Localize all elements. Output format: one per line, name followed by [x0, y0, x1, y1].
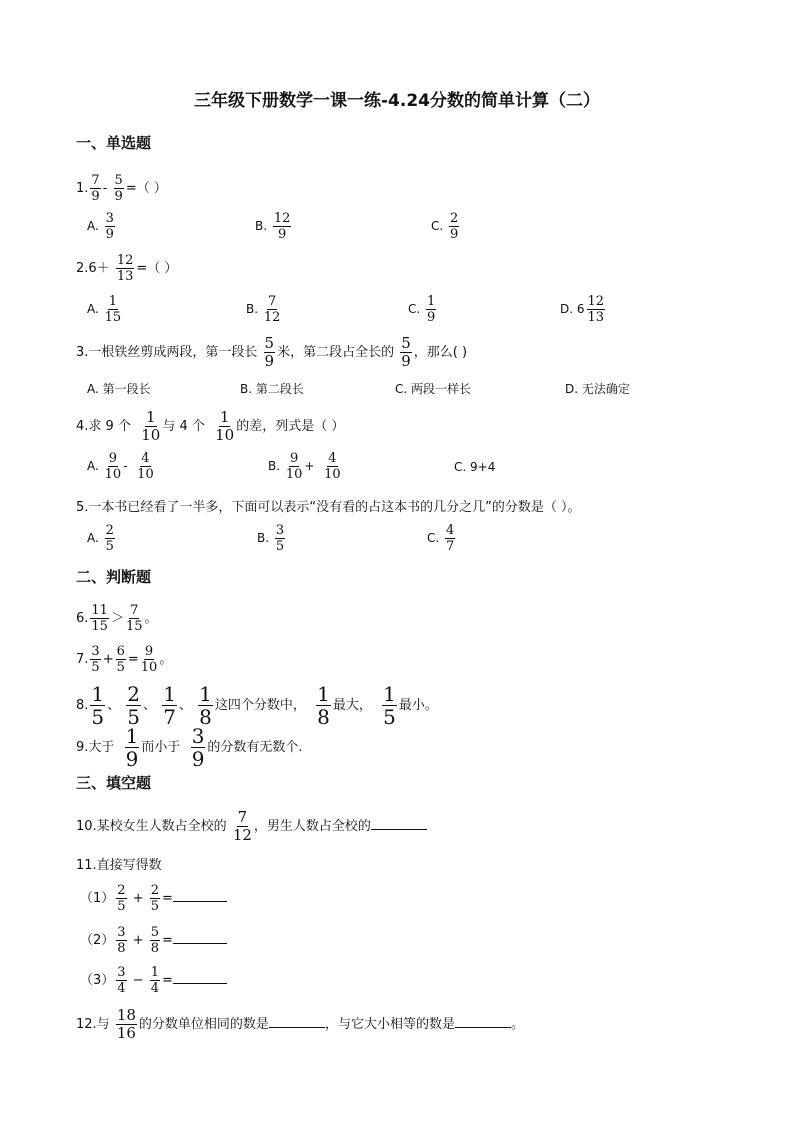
option-a[interactable]: A. $\frac{2}{5}$ — [87, 523, 114, 554]
fraction: $\frac{2}{9}$ — [450, 211, 459, 242]
question-4: 4.求 9 个 $\frac{1}{10}$ 与 4 个 $\frac{1}{10}$ 的差，列式是（ ） — [76, 408, 345, 444]
option-c[interactable]: C. 两段一样长 — [395, 382, 472, 396]
fraction: $\frac{3}{9}$ — [191, 724, 205, 771]
answer-blank[interactable] — [371, 817, 427, 830]
fraction: $\frac{1}{10}$ — [215, 408, 235, 444]
fraction: $\frac{1}{8}$ — [199, 682, 212, 729]
fraction: $\frac{1}{10}$ — [141, 408, 161, 444]
section-heading-fill-blank: 三、填空题 — [76, 774, 152, 792]
fraction: $\frac{1}{7}$ — [163, 682, 176, 729]
option-b[interactable]: B. $\frac{3}{5}$ — [257, 523, 285, 554]
fraction: $\frac{7}{12}$ — [263, 294, 281, 325]
fraction: $\frac{18}{16}$ — [116, 1006, 136, 1042]
question-11-part-3: （3） $\frac{3}{4}$ − $\frac{1}{4}$ = — [80, 966, 227, 995]
option-b[interactable]: B. 第二段长 — [240, 382, 304, 396]
fraction: $\frac{12}{13}$ — [116, 253, 134, 284]
answer-blank[interactable] — [269, 1015, 325, 1028]
question-5: 5.一本书已经看了一半多，下面可以表示“没有看的占这本书的几分之几”的分数是（ ）。 — [76, 500, 581, 515]
question-9: 9.大于 $\frac{1}{9}$ 而小于 $\frac{3}{9}$ 的分数有无数个. — [76, 724, 303, 771]
answer-blank[interactable] — [173, 931, 227, 944]
fraction: $\frac{5}{9}$ — [401, 334, 411, 370]
fraction: $\frac{6}{5}$ — [116, 644, 125, 675]
option-c[interactable]: C. 9+4 — [454, 460, 496, 474]
fraction: $\frac{2}{5}$ — [127, 682, 141, 729]
question-10: 10.某校女生人数占全校的 $\frac{7}{12}$ ，男生人数占全校的 — [76, 810, 427, 843]
option-a[interactable]: A. $\frac{1}{15}$ — [87, 294, 122, 325]
answer-blank[interactable] — [455, 1015, 511, 1028]
option-d[interactable]: D. 无法确定 — [565, 382, 630, 396]
option-c[interactable]: C. $\frac{4}{7}$ — [427, 523, 455, 554]
fraction: $\frac{4}{10}$ — [324, 451, 341, 482]
fraction: $\frac{1}{9}$ — [125, 724, 139, 771]
fraction: $\frac{1}{9}$ — [427, 294, 436, 325]
answer-blank[interactable] — [173, 889, 227, 902]
fraction: $\frac{12}{9}$ — [273, 211, 291, 242]
fraction: $\frac{3}{5}$ — [91, 644, 100, 675]
fraction: $\frac{2}{5}$ — [105, 523, 114, 554]
fraction: $\frac{1}{8}$ — [317, 682, 330, 729]
option-a[interactable]: A. $\frac{9}{10}$ - $\frac{4}{10}$ — [87, 451, 154, 482]
option-c[interactable]: C. $\frac{2}{9}$ — [431, 211, 459, 242]
option-a[interactable]: A. 第一段长 — [87, 382, 151, 396]
question-11-part-1: （1） $\frac{2}{5}$ + $\frac{2}{5}$ = — [80, 884, 227, 913]
fraction: $\frac{3}{9}$ — [105, 211, 114, 242]
fraction: $\frac{9}{10}$ — [104, 451, 122, 482]
section-heading-true-false: 二、判断题 — [76, 568, 152, 586]
fraction: $\frac{3}{5}$ — [275, 523, 285, 554]
option-b[interactable]: B. $\frac{12}{9}$ — [255, 211, 291, 242]
option-d[interactable]: D. 6 $\frac{12}{13}$ — [560, 294, 605, 325]
fraction: $\frac{1}{15}$ — [104, 294, 122, 325]
option-a[interactable]: A. $\frac{3}{9}$ — [87, 211, 114, 242]
question-11-part-2: （2） $\frac{3}{8}$ + $\frac{5}{8}$ = — [80, 926, 227, 955]
fraction: $\frac{1}{5}$ — [91, 682, 105, 729]
fraction: $\frac{1}{4}$ — [150, 965, 160, 996]
fraction: $\frac{12}{13}$ — [587, 294, 605, 325]
fraction: $\frac{5}{9}$ — [264, 334, 275, 370]
fraction: $\frac{7}{15}$ — [125, 603, 143, 634]
question-12: 12.与 $\frac{18}{16}$ 的分数单位相同的数是 ，与它大小相等的数是 。 — [76, 1006, 524, 1042]
question-6: 6. $\frac{11}{15}$ ＞ $\frac{7}{15}$ 。 — [76, 603, 158, 634]
option-b[interactable]: B. $\frac{9}{10}$ + $\frac{4}{10}$ — [268, 451, 341, 482]
fraction: $\frac{9}{10}$ — [285, 451, 303, 482]
fraction: $\frac{4}{7}$ — [446, 523, 455, 554]
page-title: 三年级下册数学一课一练-4.24分数的简单计算（二） — [194, 91, 600, 111]
fraction: $\frac{3}{8}$ — [117, 925, 126, 956]
fraction: $\frac{3}{4}$ — [117, 965, 126, 996]
fraction: $\frac{11}{15}$ — [91, 603, 108, 634]
question-1: 1. $\frac{7}{9}$ - $\frac{5}{9}$ =（ ） — [76, 173, 167, 204]
answer-blank[interactable] — [173, 971, 227, 984]
option-c[interactable]: C. $\frac{1}{9}$ — [408, 294, 436, 325]
question-2: 2.6＋ $\frac{12}{13}$ =（ ） — [76, 253, 178, 284]
fraction: $\frac{4}{10}$ — [137, 451, 154, 482]
option-b[interactable]: B. $\frac{7}{12}$ — [246, 294, 281, 325]
fraction: $\frac{7}{9}$ — [91, 173, 100, 204]
fraction: $\frac{9}{10}$ — [140, 644, 158, 675]
fraction: $\frac{7}{12}$ — [232, 808, 252, 844]
fraction: $\frac{1}{5}$ — [383, 682, 396, 729]
fraction: $\frac{2}{5}$ — [150, 883, 160, 914]
question-11: 11.直接写得数 — [76, 858, 162, 873]
question-8: 8. $\frac{1}{5}$ 、 $\frac{2}{5}$ 、 $\frac{1}{7}$ 、 $\frac{1}{8}$ 这四个分数中， $\frac{1}{8}$ 最大， $\frac{1}{5}$ 最小。 — [76, 682, 438, 729]
question-7: 7. $\frac{3}{5}$ + $\frac{6}{5}$ = $\frac{9}{10}$ 。 — [76, 644, 173, 675]
question-3: 3.一根铁丝剪成两段，第一段长 $\frac{5}{9}$ 米，第二段占全长的 $\frac{5}{9}$ ，那么( ) — [76, 334, 468, 370]
fraction: $\frac{5}{8}$ — [150, 925, 160, 956]
fraction: $\frac{5}{9}$ — [114, 173, 123, 204]
section-heading-single-choice: 一、单选题 — [76, 134, 152, 152]
fraction: $\frac{2}{5}$ — [117, 883, 126, 914]
